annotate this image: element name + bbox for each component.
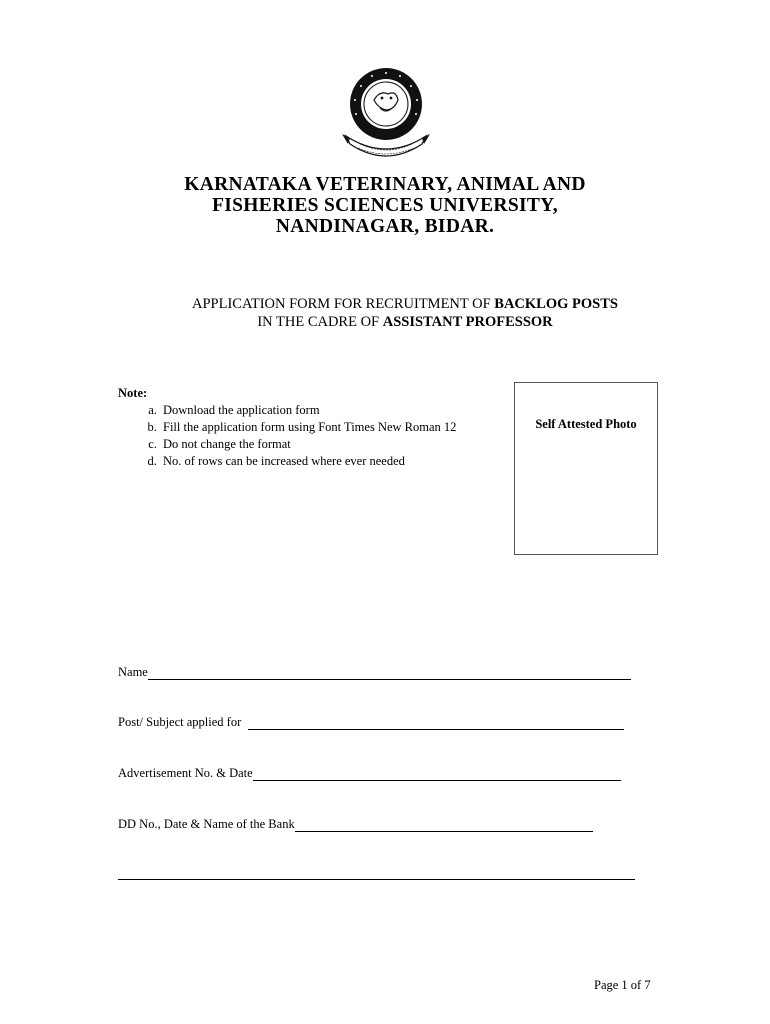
university-title [0,174,770,237]
form-title-line-1-text: APPLICATION FORM FOR RECRUITMENT OF [192,296,495,312]
extra-line[interactable] [118,867,635,880]
dd-line[interactable] [295,819,593,832]
university-title-line-1: KARNATAKA VETERINARY, ANIMAL AND [184,174,586,195]
dd-field[interactable] [118,816,593,832]
note-item: c. Do not change the format [160,436,456,453]
dd-label: DD No., Date & Name of the Bank [118,817,295,831]
university-title-line-2: FISHERIES SCIENCES UNIVERSITY, [212,195,558,216]
form-title-line-1 [0,295,770,313]
note-list [118,402,456,470]
form-title-line-2-text: IN THE CADRE OF [257,314,383,330]
page-number: Page 1 of 7 [594,978,651,992]
post-label: Post/ Subject applied for [118,715,242,729]
form-title [0,295,770,331]
advertisement-label: Advertisement No. & Date [118,766,253,780]
advertisement-field[interactable] [118,765,621,781]
university-title-line-3: NANDINAGAR, BIDAR. [275,216,495,237]
form-title-line-2 [0,313,770,331]
name-label: Name [118,665,148,679]
name-line[interactable] [148,667,631,680]
name-field[interactable] [118,664,631,680]
advertisement-line[interactable] [253,768,621,781]
form-title-line-2-bold: ASSISTANT PROFESSOR [382,314,553,330]
note-item: b. Fill the application form using Font Times New Roman 12 [160,419,456,436]
extra-line-field[interactable] [118,867,635,880]
note-section [118,385,456,470]
university-seal-logo [336,64,436,160]
post-field[interactable] [118,714,624,730]
note-item: a. Download the application form [160,402,456,419]
post-line[interactable] [248,717,624,730]
note-item: d. No. of rows can be increased where ever needed [160,453,456,470]
note-label: Note: [118,386,148,400]
form-title-line-1-bold: BACKLOG POSTS [494,296,618,312]
photo-box[interactable] [514,382,658,555]
photo-box-label: Self Attested Photo [535,417,637,431]
